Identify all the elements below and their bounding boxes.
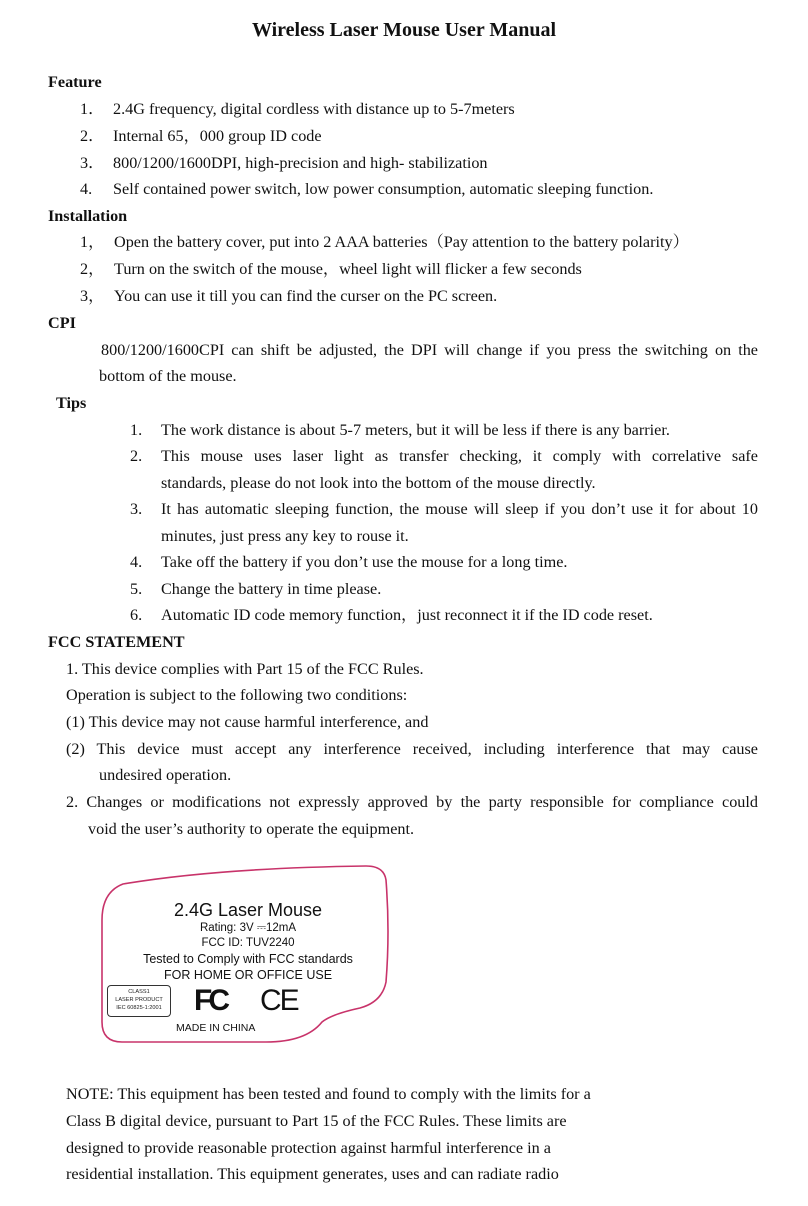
tip-number: 5.: [130, 580, 143, 598]
tip-number: 4.: [130, 553, 143, 571]
tip-number: 6.: [130, 606, 143, 624]
feature-item: 1． 2.4G frequency, digital cordless with distance up to 5-7meters: [80, 100, 515, 118]
tip-text-line: minutes, just press any key to rouse it.: [161, 527, 409, 545]
tip-number: 2.: [130, 447, 143, 465]
feature-item: 3． 800/1200/1600DPI, high-precision and high- stabilization: [80, 154, 488, 172]
tips-heading: Tips: [56, 394, 87, 412]
fc-mark: FC: [194, 984, 226, 1017]
label-title: 2.4G Laser Mouse: [173, 900, 323, 920]
label-tested: Tested to Comply with FCC standards: [143, 952, 353, 966]
tip-number: 3.: [130, 500, 143, 518]
label-use: FOR HOME OR OFFICE USE: [163, 968, 333, 982]
fcc-heading: FCC STATEMENT: [48, 633, 185, 651]
fcc-text-line: Operation is subject to the following two conditions:: [66, 686, 408, 704]
class-line: LASER PRODUCT: [115, 997, 163, 1003]
document-title: Wireless Laser Mouse User Manual: [251, 19, 557, 41]
label-fcc-id: FCC ID: TUV2240: [201, 937, 295, 949]
feature-heading: Feature: [48, 73, 102, 91]
ce-mark: CE: [260, 984, 298, 1017]
tip-text-line: It has automatic sleeping function, the mouse will sleep if you don’t use it for about 10: [161, 500, 758, 518]
note-line: Class B digital device, pursuant to Part 15 of the FCC Rules. These limits are: [66, 1112, 567, 1130]
note-line: NOTE: This equipment has been tested and found to comply with the limits for a: [66, 1085, 591, 1103]
installation-item: 1， Open the battery cover, put into 2 AAA batteries（Pay attention to the battery polarity）: [80, 233, 689, 251]
fcc-text-line: (2) This device must accept any interference received, including interference that may cause: [66, 740, 758, 758]
class-line: IEC 60825-1:2001: [116, 1005, 162, 1011]
fcc-text-line: undesired operation.: [99, 766, 232, 784]
feature-item: 4. Self contained power switch, low power consumption, automatic sleeping function.: [80, 180, 654, 198]
cpi-text-line: 800/1200/1600CPI can shift be adjusted, the DPI will change if you press the switching on the: [101, 341, 758, 359]
tip-text-line: Take off the battery if you don’t use the mouse for a long time.: [161, 553, 568, 571]
tip-text-line: Automatic ID code memory function，just reconnect it if the ID code reset.: [161, 606, 653, 624]
note-line: residential installation. This equipment generates, uses and can radiate radio: [66, 1165, 559, 1183]
tip-text-line: Change the battery in time please.: [161, 580, 382, 598]
product-label: [98, 862, 398, 1050]
installation-heading: Installation: [48, 207, 128, 225]
class-line: CLASS1: [128, 989, 150, 995]
tip-text-line: This mouse uses laser light as transfer checking, it comply with correlative safe: [161, 447, 758, 465]
installation-item: 3， You can use it till you can find the curser on the PC screen.: [80, 287, 498, 305]
tip-text-line: standards, please do not look into the bottom of the mouse directly.: [161, 474, 596, 492]
fcc-text-line: 1. This device complies with Part 15 of the FCC Rules.: [66, 660, 424, 678]
feature-item: 2． Internal 65，000 group ID code: [80, 127, 322, 145]
fcc-text-line: 2. Changes or modifications not expressly approved by the party responsible for compliance could: [66, 793, 758, 811]
laser-class-box: [107, 985, 171, 1017]
note-line: designed to provide reasonable protection against harmful interference in a: [66, 1139, 551, 1157]
fcc-text-line: void the user’s authority to operate the equipment.: [88, 820, 415, 838]
tip-number: 1.: [130, 421, 143, 439]
cpi-text-line: bottom of the mouse.: [99, 367, 237, 385]
cpi-heading: CPI: [48, 314, 76, 332]
fcc-text-line: (1) This device may not cause harmful interference, and: [66, 713, 429, 731]
tip-text-line: The work distance is about 5-7 meters, but it will be less if there is any barrier.: [161, 421, 670, 439]
label-rating: Rating: 3V ⎓12mA: [199, 922, 297, 934]
label-made-in: MADE IN CHINA: [176, 1022, 256, 1034]
installation-item: 2， Turn on the switch of the mouse，wheel light will flicker a few seconds: [80, 260, 582, 278]
